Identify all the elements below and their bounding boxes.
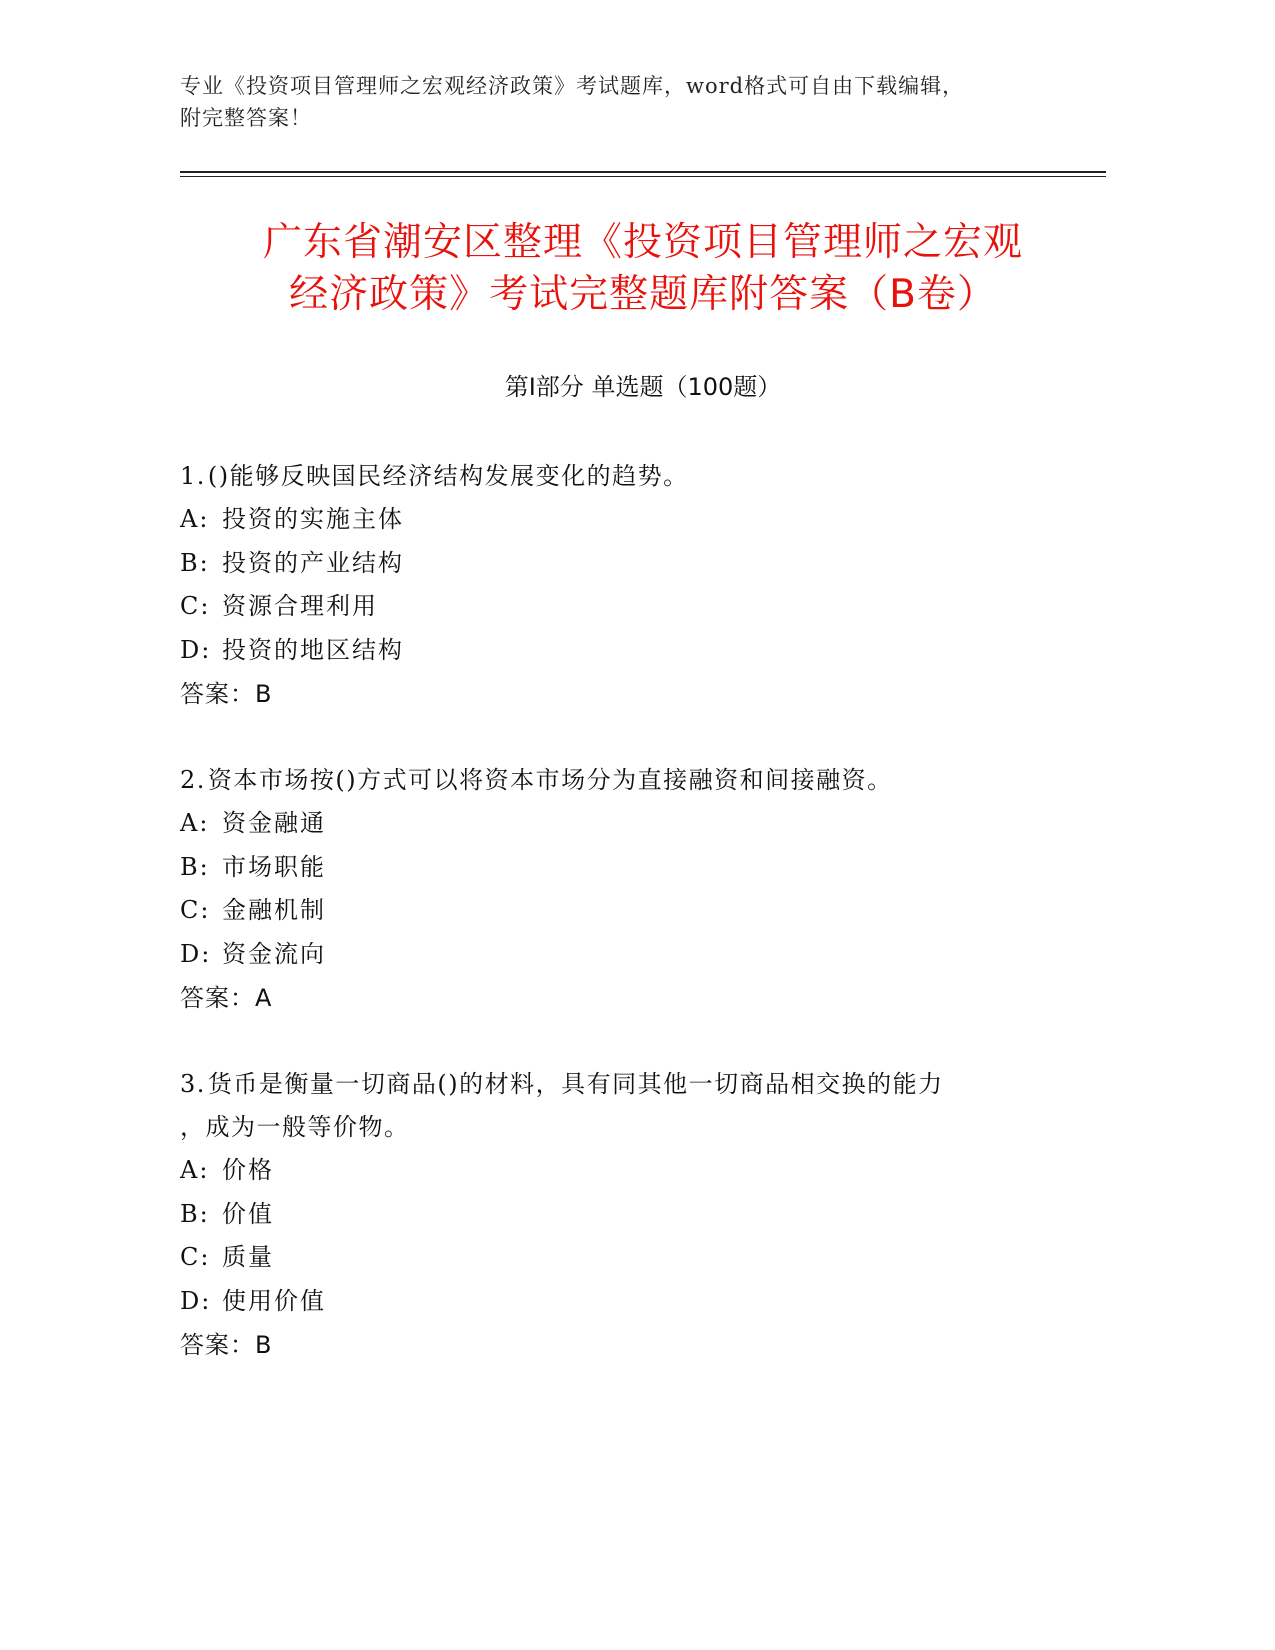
- option-text: 使用价值: [222, 1286, 326, 1315]
- option-b: [180, 1193, 1106, 1237]
- option-b: [180, 542, 1106, 586]
- option-letter: D:: [180, 1286, 212, 1315]
- answer-line: 答案：A: [180, 984, 273, 1012]
- option-a: [180, 1149, 1106, 1193]
- option-c: [180, 1236, 1106, 1280]
- question-text-continued: ，成为一般等价物。: [180, 1113, 410, 1141]
- answer-line: 答案：B: [180, 1331, 273, 1359]
- question-number: 3.: [180, 1070, 206, 1098]
- question-number: 2.: [180, 766, 206, 794]
- option-text: 价格: [222, 1156, 274, 1184]
- header-divider-thin: [180, 176, 1106, 177]
- option-text: 投资的地区结构: [222, 635, 404, 664]
- option-letter: B:: [180, 1199, 210, 1228]
- option-text: 投资的实施主体: [222, 505, 404, 533]
- option-c: [180, 585, 1106, 629]
- option-letter: A:: [180, 505, 210, 533]
- section-heading: 第Ⅰ部分 单选题（100题）: [504, 373, 782, 401]
- option-text: 资金流向: [222, 939, 326, 968]
- option-text: 价值: [222, 1199, 274, 1228]
- option-c: [180, 889, 1106, 933]
- option-text: 市场职能: [222, 852, 326, 881]
- document-title: [180, 217, 1106, 321]
- option-b: [180, 846, 1106, 890]
- question-text: 资本市场按()方式可以将资本市场分为直接融资和间接融资。: [207, 766, 893, 794]
- question-item: [180, 759, 1106, 1020]
- option-letter: A:: [180, 1156, 210, 1184]
- question-stem: [180, 759, 1106, 802]
- option-text: 投资的产业结构: [222, 548, 404, 577]
- option-letter: B:: [180, 852, 210, 881]
- answer-line: 答案：B: [180, 680, 273, 708]
- option-letter: B:: [180, 548, 210, 577]
- question-text: 货币是衡量一切商品()的材料，具有同其他一切商品相交换的能力: [207, 1070, 944, 1098]
- option-letter: C:: [180, 592, 211, 620]
- option-d: [180, 1280, 1106, 1324]
- option-letter: A:: [180, 809, 210, 837]
- question-stem: [180, 1063, 1106, 1106]
- header-note-line-2: 附完整答案！: [180, 106, 312, 130]
- question-text: ()能够反映国民经济结构发展变化的趋势。: [207, 462, 689, 490]
- option-letter: D:: [180, 939, 212, 968]
- option-d: [180, 933, 1106, 977]
- option-text: 质量: [222, 1243, 274, 1271]
- question-item: [180, 1063, 1106, 1367]
- option-letter: C:: [180, 1243, 211, 1271]
- question-stem: [180, 455, 1106, 498]
- option-a: [180, 802, 1106, 846]
- question-item: [180, 455, 1106, 716]
- option-text: 资源合理利用: [222, 592, 378, 620]
- option-text: 资金融通: [222, 809, 326, 837]
- option-a: [180, 498, 1106, 542]
- option-text: 金融机制: [222, 896, 326, 924]
- header-note-line-1: 专业《投资项目管理师之宏观经济政策》考试题库，word格式可自由下载编辑，: [180, 74, 965, 98]
- option-d: [180, 629, 1106, 673]
- header-note: [180, 70, 1100, 134]
- document-title-line-1: 广东省潮安区整理《投资项目管理师之宏观: [262, 220, 1023, 265]
- header-divider-thick: [180, 171, 1106, 173]
- option-letter: D:: [180, 635, 212, 664]
- option-letter: C:: [180, 896, 211, 924]
- question-number: 1.: [180, 462, 206, 490]
- document-title-line-2: 经济政策》考试完整题库附答案（B卷）: [289, 272, 997, 317]
- question-list: [180, 455, 1106, 1410]
